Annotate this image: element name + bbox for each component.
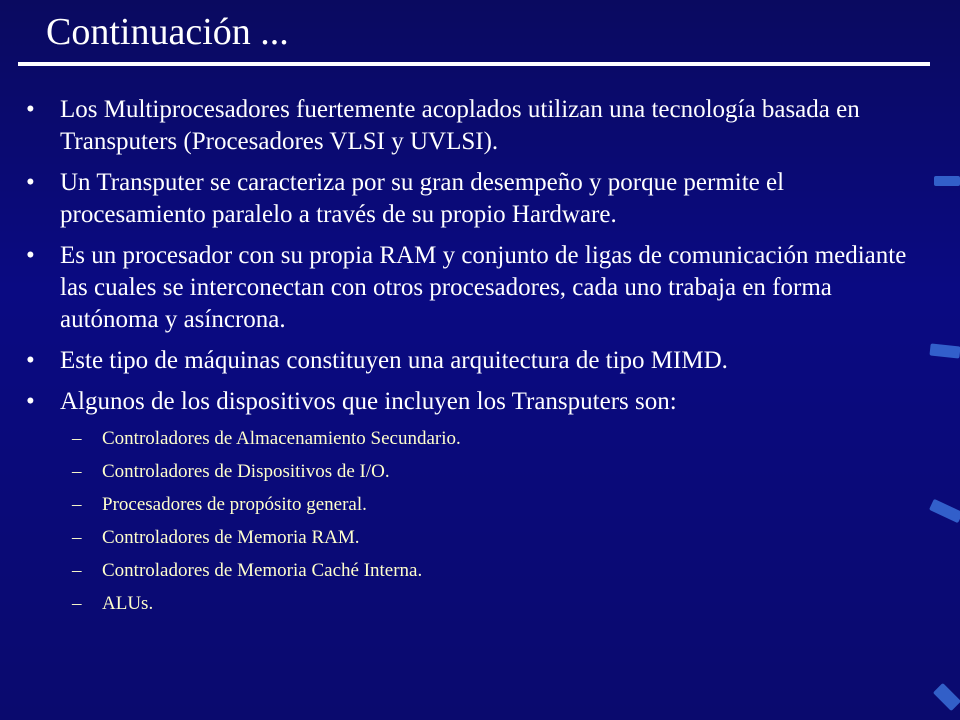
decorative-stripe <box>929 343 960 358</box>
decorative-stripe <box>934 176 960 186</box>
sub-item <box>22 460 922 483</box>
slide-body <box>22 94 922 625</box>
sub-text: Controladores de Almacenamiento Secundario. <box>102 428 461 449</box>
bullet-item <box>22 345 922 377</box>
sub-item <box>22 526 922 549</box>
sub-list <box>22 427 922 615</box>
bullet-text: Un Transputer se caracteriza por su gran desempeño y porque permite el procesamiento paralelo a través de su propio Hardware. <box>60 169 785 228</box>
sub-item <box>22 493 922 516</box>
sub-text: Controladores de Dispositivos de I/O. <box>102 461 390 482</box>
sub-text: Procesadores de propósito general. <box>102 494 367 515</box>
bullet-text: Este tipo de máquinas constituyen una arquitectura de tipo MIMD. <box>60 347 728 374</box>
sub-marker: – <box>72 494 82 515</box>
sub-text: ALUs. <box>102 593 154 614</box>
bullet-text: Es un procesador con su propia RAM y conjunto de ligas de comunicación mediante las cuales se interconectan con otros procesadores, cada uno trabaja en forma autónoma y asíncrona. <box>60 242 907 333</box>
bullet-text: Algunos de los dispositivos que incluyen los Transputers son: <box>60 388 677 415</box>
slide-title: Continuación ... <box>46 11 289 53</box>
sub-item <box>22 427 922 450</box>
bullet-item <box>22 240 922 336</box>
bullet-item <box>22 94 922 158</box>
title-underline <box>18 62 930 66</box>
sub-marker: – <box>72 593 82 614</box>
bullet-text: Los Multiprocesadores fuertemente acoplados utilizan una tecnología basada en Transputers (Procesadores VLSI y UVLSI). <box>60 96 860 155</box>
sub-marker: – <box>72 527 82 548</box>
sub-text: Controladores de Memoria RAM. <box>102 527 360 548</box>
bullet-marker: • <box>26 169 35 196</box>
sub-marker: – <box>72 461 82 482</box>
bullet-marker: • <box>26 388 35 415</box>
decorative-stripe <box>929 499 960 523</box>
bullet-item <box>22 386 922 418</box>
bullet-item <box>22 167 922 231</box>
sub-marker: – <box>72 428 82 449</box>
bullet-marker: • <box>26 96 35 123</box>
sub-item <box>22 592 922 615</box>
sub-marker: – <box>72 560 82 581</box>
sub-item <box>22 559 922 582</box>
bullet-marker: • <box>26 242 35 269</box>
decorative-stripe <box>933 683 960 711</box>
bullet-marker: • <box>26 347 35 374</box>
sub-text: Controladores de Memoria Caché Interna. <box>102 560 423 581</box>
